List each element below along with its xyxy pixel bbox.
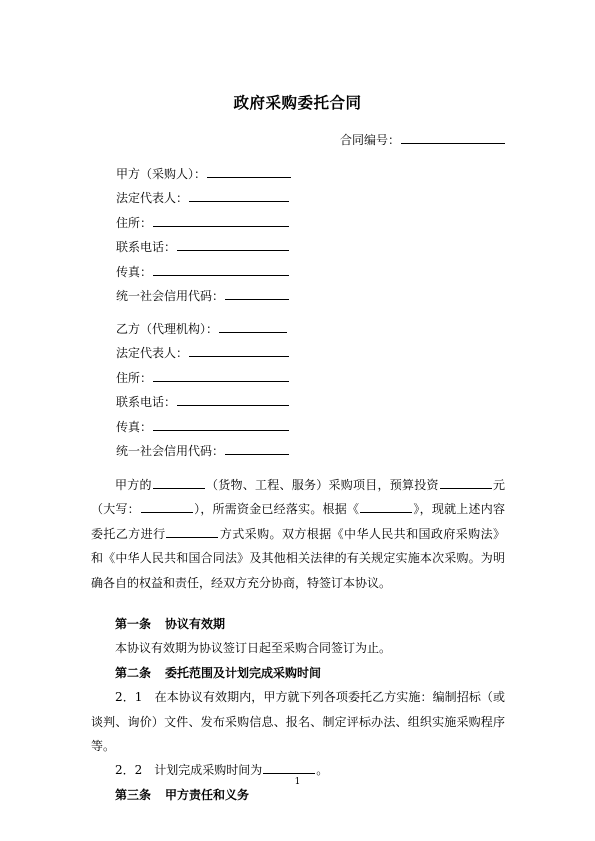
contract-body [91,473,505,807]
party-a-fax-blank [153,264,289,276]
party-b-fax-blank [153,419,289,431]
party-a-address-line [116,211,291,235]
party-b-fax-line [116,415,289,439]
intro-text-5: 》，现就上述内容委托乙方进行 [91,502,505,541]
party-b-address-label: 住所： [116,370,153,385]
party-a-block [116,162,291,308]
article-2-heading [91,661,505,685]
party-a-phone-line [116,235,291,259]
article-2-number: 第二条 [115,665,152,680]
party-b-rep-blank [189,345,289,357]
article-1-heading [91,612,505,636]
party-a-credit-label: 统一社会信用代码： [116,288,225,303]
party-b-name-line [116,317,289,341]
party-b-name-label: 乙方（代理机构）： [116,322,219,336]
completion-time-blank [263,762,315,774]
party-b-rep-line [116,341,289,365]
article-3-title: 甲方责任和义务 [165,787,250,802]
party-b-phone-line [116,390,289,414]
intro-text-6: 方式采购。双方根据《中华人民共和国政府采购法》和《中华人民共和国合同法》及其他相关法律的有关规定实施本次采购。为明确各自的权益和责任，经双方充分协商，特签订本协议。 [91,526,505,590]
budget-blank [440,477,492,489]
article-1-text: 本协议有效期为协议签订日起至采购合同签订为止。 [115,641,392,656]
article-2-clause-2-end: 。 [316,763,329,778]
article-2-clause-2-text: 2．2 计划完成采购时间为 [115,763,263,778]
budget-uppercase-blank [141,501,193,513]
party-b-block [116,317,289,463]
party-a-rep-line [116,186,291,210]
party-b-phone-label: 联系电话： [116,395,177,410]
article-2-clause-1: 2．1 在本协议有效期内，甲方就下列各项委托乙方实施：编制招标（或谈判、询价）文件、发布采购信息、报名、制定评标办法、组织实施采购程序等。 [91,690,505,754]
party-a-credit-blank [225,288,289,300]
party-a-phone-blank [177,239,289,251]
intro-text-1: 甲方的 [115,478,152,492]
party-b-fax-label: 传真： [116,419,153,434]
procurement-method-blank [166,526,218,538]
party-b-address-blank [153,370,289,382]
contract-number-label: 合同编号： [339,133,400,147]
party-b-credit-blank [225,443,289,455]
basis-blank [360,501,412,513]
party-b-credit-label: 统一社会信用代码： [116,443,225,458]
page-number: 1 [294,777,301,787]
party-a-rep-blank [189,190,289,202]
party-a-name-line [116,162,291,186]
intro-text-4: ），所需资金已经落实。根据《 [193,502,360,517]
party-b-rep-label: 法定代表人： [116,346,189,361]
party-b-credit-line [116,439,289,463]
contract-number-line [340,131,505,148]
article-1-title: 协议有效期 [165,617,226,632]
contract-number-blank [401,132,505,144]
party-b-address-line [116,366,289,390]
party-a-address-label: 住所： [116,215,153,230]
article-2-title: 委托范围及计划完成采购时间 [165,665,322,680]
party-a-fax-line [116,260,291,284]
party-a-fax-label: 传真： [116,264,153,279]
party-a-address-blank [153,215,289,227]
article-1-number: 第一条 [115,617,152,632]
party-a-rep-label: 法定代表人： [116,191,189,206]
document-title: 政府采购委托合同 [233,93,362,112]
party-a-credit-line [116,284,291,308]
party-a-name-label: 甲方（采购人）： [116,167,207,181]
project-name-blank [153,477,205,489]
intro-paragraph [91,473,505,595]
intro-text-3: 元（大写： [91,478,505,517]
party-a-name-blank [207,166,291,178]
party-b-name-blank [219,321,287,333]
article-3-number: 第三条 [115,787,152,802]
party-b-phone-blank [177,394,289,406]
intro-text-2: （货物、工程、服务）采购项目，预算投资 [205,478,439,492]
party-a-phone-label: 联系电话： [116,240,177,255]
